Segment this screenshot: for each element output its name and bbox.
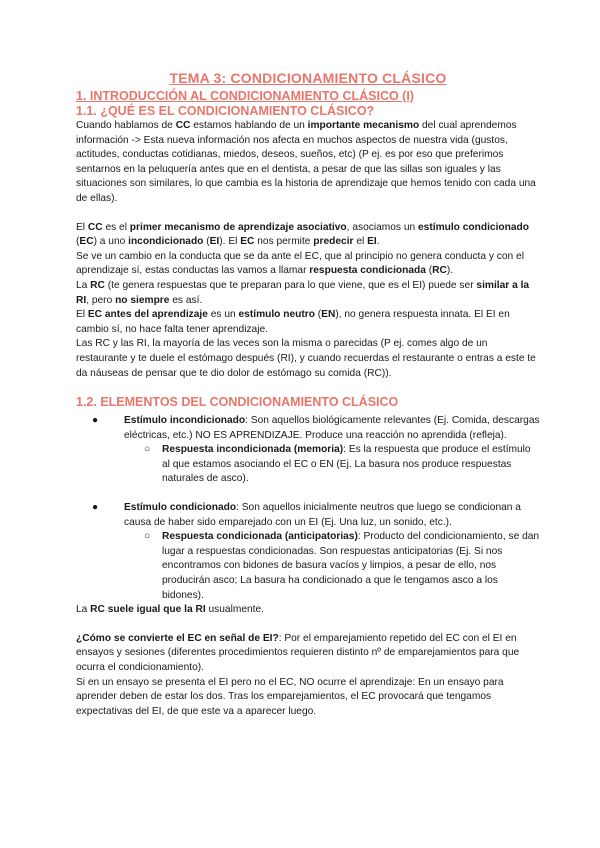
- bullet-dot-icon: ●: [92, 502, 99, 514]
- paragraph-cc-definition: El CC es el primer mecanismo de aprendizaje asociativo, asociamos un estímulo condicionado (EC) a uno incondicionado (EI). El EC nos permite predecir el EI.: [76, 221, 529, 248]
- paragraph-trial: Si en un ensayo se presenta el EI pero no el EC, NO ocurre el aprendizaje: En un ensayo para aprender deben de estar los dos. Tras los emparejamientos, el EC provocará que tengamos expectativas del EI, de que este va a aparecer luego.: [76, 676, 504, 717]
- paragraph-rc: La RC (te genera respuestas que te preparan para lo que viene, que es el EI) puede ser similar a la RI, pero no siempre es así.: [76, 279, 530, 306]
- elements-list: [76, 414, 540, 487]
- subsection-heading-1-1: 1.1. ¿QUÉ ES EL CONDICIONAMIENTO CLÁSICO?: [76, 104, 375, 118]
- paragraph-rc-ri: Las RC y las RI, la mayoría de las veces son la misma o parecidas (P ej. comes algo de un restaurante y te duele el estómago después (RI), y cuando recuerdas el restaurante o entras a este te da náuseas de pensar que te dio dolor de estómago su comida (RC)).: [76, 338, 536, 379]
- list-item-rc: ○ Respuesta condicionada (anticipatorias): Producto del condicionamiento, se dan lugar a respuestas condicionadas. Son respuestas anticipatorias (Ej. Si nos encontramos con bidones de basura vacíos y limpios, a pesar de ello, nos producirán asco; La basura ha condicionado a que le tengamos asco a los bidones).: [144, 531, 540, 601]
- elements-list-2: [76, 501, 540, 603]
- section-heading-1: 1. INTRODUCCIÓN AL CONDICIONAMIENTO CLÁSICO (I): [76, 89, 414, 103]
- bullet-dot-icon: ●: [92, 415, 99, 427]
- list-item-ei: ● Estímulo incondicionado: Son aquellos biológicamente relevantes (Ej. Comida, descargas eléctricas, etc.) NO ES APRENDIZAJE. Produce una reacción no aprendida (refleja).: [92, 415, 540, 441]
- paragraph-intro: Cuando hablamos de CC estamos hablando de un importante mecanismo del cual aprendemos información -> Esta nueva información nos afecta en muchos aspectos de nuestra vida (gustos, actitudes, conductas cotidianas, miedos, deseos, sueños, etc) (P ej. es por eso que preferimos sentarnos en la peluquería antes que en el dentista, a pesar de que las sillas son iguales y las situaciones son similares, lo que cambia es la historia de aprendizaje que hemos tenido con cada una de ellas).: [76, 120, 536, 204]
- paragraph-ec-neutral: El EC antes del aprendizaje es un estímulo neutro (EN), no genera respuesta innata. El EI en cambio sí, no hace falta tener aprendizaje.: [76, 309, 510, 335]
- bullet-circle-icon: ○: [144, 444, 151, 456]
- subsection-heading-1-2: 1.2. ELEMENTOS DEL CONDICIONAMIENTO CLÁSICO: [76, 395, 399, 410]
- list-item-ec: ● Estímulo condicionado: Son aquellos inicialmente neutros que luego se condicionan a causa de haber sido emparejado con un EI (Ej. Una luz, un sonido, etc.).: [92, 502, 521, 528]
- bullet-circle-icon: ○: [144, 531, 151, 543]
- paragraph-ec-signal: ¿Cómo se convierte el EC en señal de EI?: Por el emparejamiento repetido del EC con el EI en ensayos y sesiones (diferentes procedimientos requieren distinto nº de emparejamientos para que ocurra el condicionamiento).: [76, 632, 520, 673]
- paragraph-rc-equal: La RC suele igual que la RI usualmente.: [76, 604, 265, 616]
- list-item-ri: ○ Respuesta incondicionada (memoria): Es la respuesta que produce el estímulo al que estamos asociando el EC o EN (Ej. La basura nos produce respuestas naturales de asco).: [144, 444, 531, 485]
- document-title: TEMA 3: CONDICIONAMIENTO CLÁSICO: [169, 70, 447, 86]
- paragraph-conduct-change: Se ve un cambio en la conducta que se da ante el EC, que al principio no genera conducta y con el aprendizaje sí, estas conductas las vamos a llamar respuesta condicionada (RC).: [76, 250, 524, 277]
